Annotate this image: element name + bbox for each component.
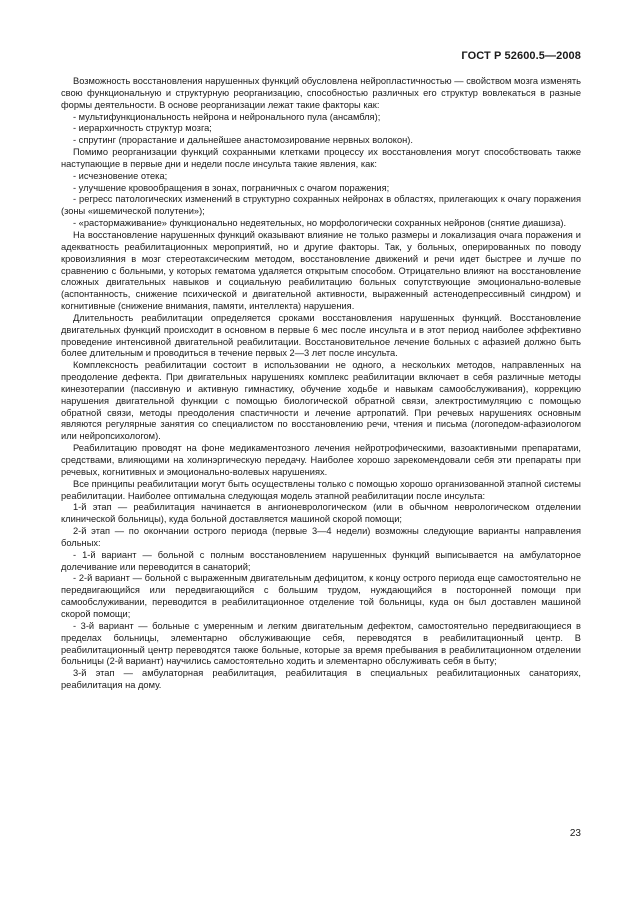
- stage-item: 3-й этап — амбулаторная реабилитация, реабилитация в специальных реабилитационных санаториях, реабилитация на дому.: [61, 668, 581, 691]
- list-item: - «растормаживание» функционально недеятельных, но морфологически сохранных нейронов (снятие диашиза).: [73, 218, 567, 229]
- document-code-header: ГОСТ Р 52600.5—2008: [461, 50, 581, 62]
- paragraph: Все принципы реабилитации могут быть осуществлены только с помощью хорошо организованной этапной системы реабилитации. Наиболее оптимальна следующая модель этапной реабилитации после инсульта:: [61, 478, 581, 501]
- document-page: [61, 50, 581, 692]
- stage-item: 1-й этап — реабилитация начинается в ангионеврологическом (или в обычном неврологическом отделении клинической больницы), куда больной доставляется машиной скорой помощи;: [61, 502, 581, 525]
- paragraph: Реабилитацию проводят на фоне медикаментозного лечения нейротрофическими, вазоактивными препаратами, средствами, влияющими на холинэргическую передачу. Наиболее хорошо зарекомендовали себя эти препараты при речевых, когнитивных и эмоционально-волевых нарушениях.: [61, 443, 581, 477]
- paragraph: Комплексность реабилитации состоит в использовании не одного, а нескольких методов, направленных на преодоление дефекта. При двигательных нарушениях комплекс реабилитации включает в себя различные методы кинезотерапии (пассивную и активную гимнастику, обучение ходьбе и навыкам самообслуживания), коррекцию нарушения двигательной функции с помощью биологической обратной связи, электростимуляцию с помощью обратной связи, методы преодоления спастичности и лечение артропатий. При речевых нарушениях основным являются регулярные занятия со специалистом по восстановлению речи, чтения и письма (логопедом-афазиологом или нейропсихологом).: [61, 360, 581, 442]
- list-item: - спрутинг (прорастание и дальнейшее анастомозирование нервных волокон).: [73, 135, 413, 146]
- page-number: 23: [569, 828, 581, 839]
- paragraph: На восстановление нарушенных функций оказывают влияние не только размеры и локализация очага поражения и адекватность реабилитационных мероприятий, но и другие факторы. Так, у больных, оперированных по поводу кровоизлияния в мозг стереотаксическим методом, восстановление движений и речи идет быстрее и лучше по сравнению с больными, у которых гематома удаляется открытым способом. Отрицательно влияют на восстановление сложных двигательных навыков и социальную реабилитацию больных сопутствующие эмоционально-волевые (аспонтанность, снижение психической и двигательной активности, выраженный астенодепрессивный синдром) и когнитивные (снижение внимания, памяти, интеллекта) нарушения.: [61, 229, 581, 312]
- document-body: [61, 76, 581, 692]
- list-item: - исчезновение отека;: [73, 170, 168, 181]
- variant-item: - 2-й вариант — больной с выраженным двигательным дефицитом, к концу острого периода еще самостоятельно не передвигающийся или передвигающийся с большим трудом, нуждающийся в посторонней помощи при самообслуживании, переводится в реабилитационное отделение той больницы, куда он был доставлен машиной скорой помощи;: [61, 573, 581, 619]
- paragraph: Длительность реабилитации определяется сроками восстановления нарушенных функций. Восстановление двигательных функций происходит в основном в первые 6 мес после инсульта и в этот период наиболее эффективно проведение интенсивной двигательной реабилитации. Восстановительное лечение больных с афазией должно быть более длительным и проводиться в течение первых 2—3 лет после инсульта.: [61, 312, 581, 359]
- stage-item: 2-й этап — по окончании острого периода (первые 3—4 недели) возможны следующие варианты направления больных:: [61, 526, 581, 548]
- variant-item: - 1-й вариант — больной с полным восстановлением нарушенных функций выписывается на амбулаторное долечивание или переводится в санаторий;: [61, 549, 581, 572]
- list-item: - иерархичность структур мозга;: [73, 123, 212, 134]
- list-item: - регресс патологических изменений в структурно сохранных нейронах в областях, прилегающих к очагу поражения (зоны «ишемической полутени»);: [61, 194, 581, 217]
- paragraph: Помимо реорганизации функций сохранными клетками процессу их восстановления могут способствовать также наступающие в первые дни и недели после инсульта такие явления, как:: [61, 147, 581, 169]
- variant-item: - 3-й вариант — больные с умеренным и легким двигательным дефектом, самостоятельно передвигающиеся в пределах больницы, элементарно обслуживающие себя, переводятся в реабилитационный центр. В реабилитационный центр переводятся также больные, которые за время пребывания в реабилитационном отделении больницы (2-й вариант) научились самостоятельно ходить и элементарно обслуживать себя в быту;: [61, 620, 581, 667]
- list-item: - улучшение кровообращения в зонах, пограничных с очагом поражения;: [73, 182, 390, 193]
- paragraph: Возможность восстановления нарушенных функций обусловлена нейропластичностью — свойством мозга изменять свою функциональную и структурную реорганизацию, способностью различных его структур вовлекаться в разные формы деятельности. В основе реорганизации лежат такие факторы как:: [61, 76, 581, 110]
- list-item: - мультифункциональность нейрона и нейронального пула (ансамбля);: [73, 111, 381, 122]
